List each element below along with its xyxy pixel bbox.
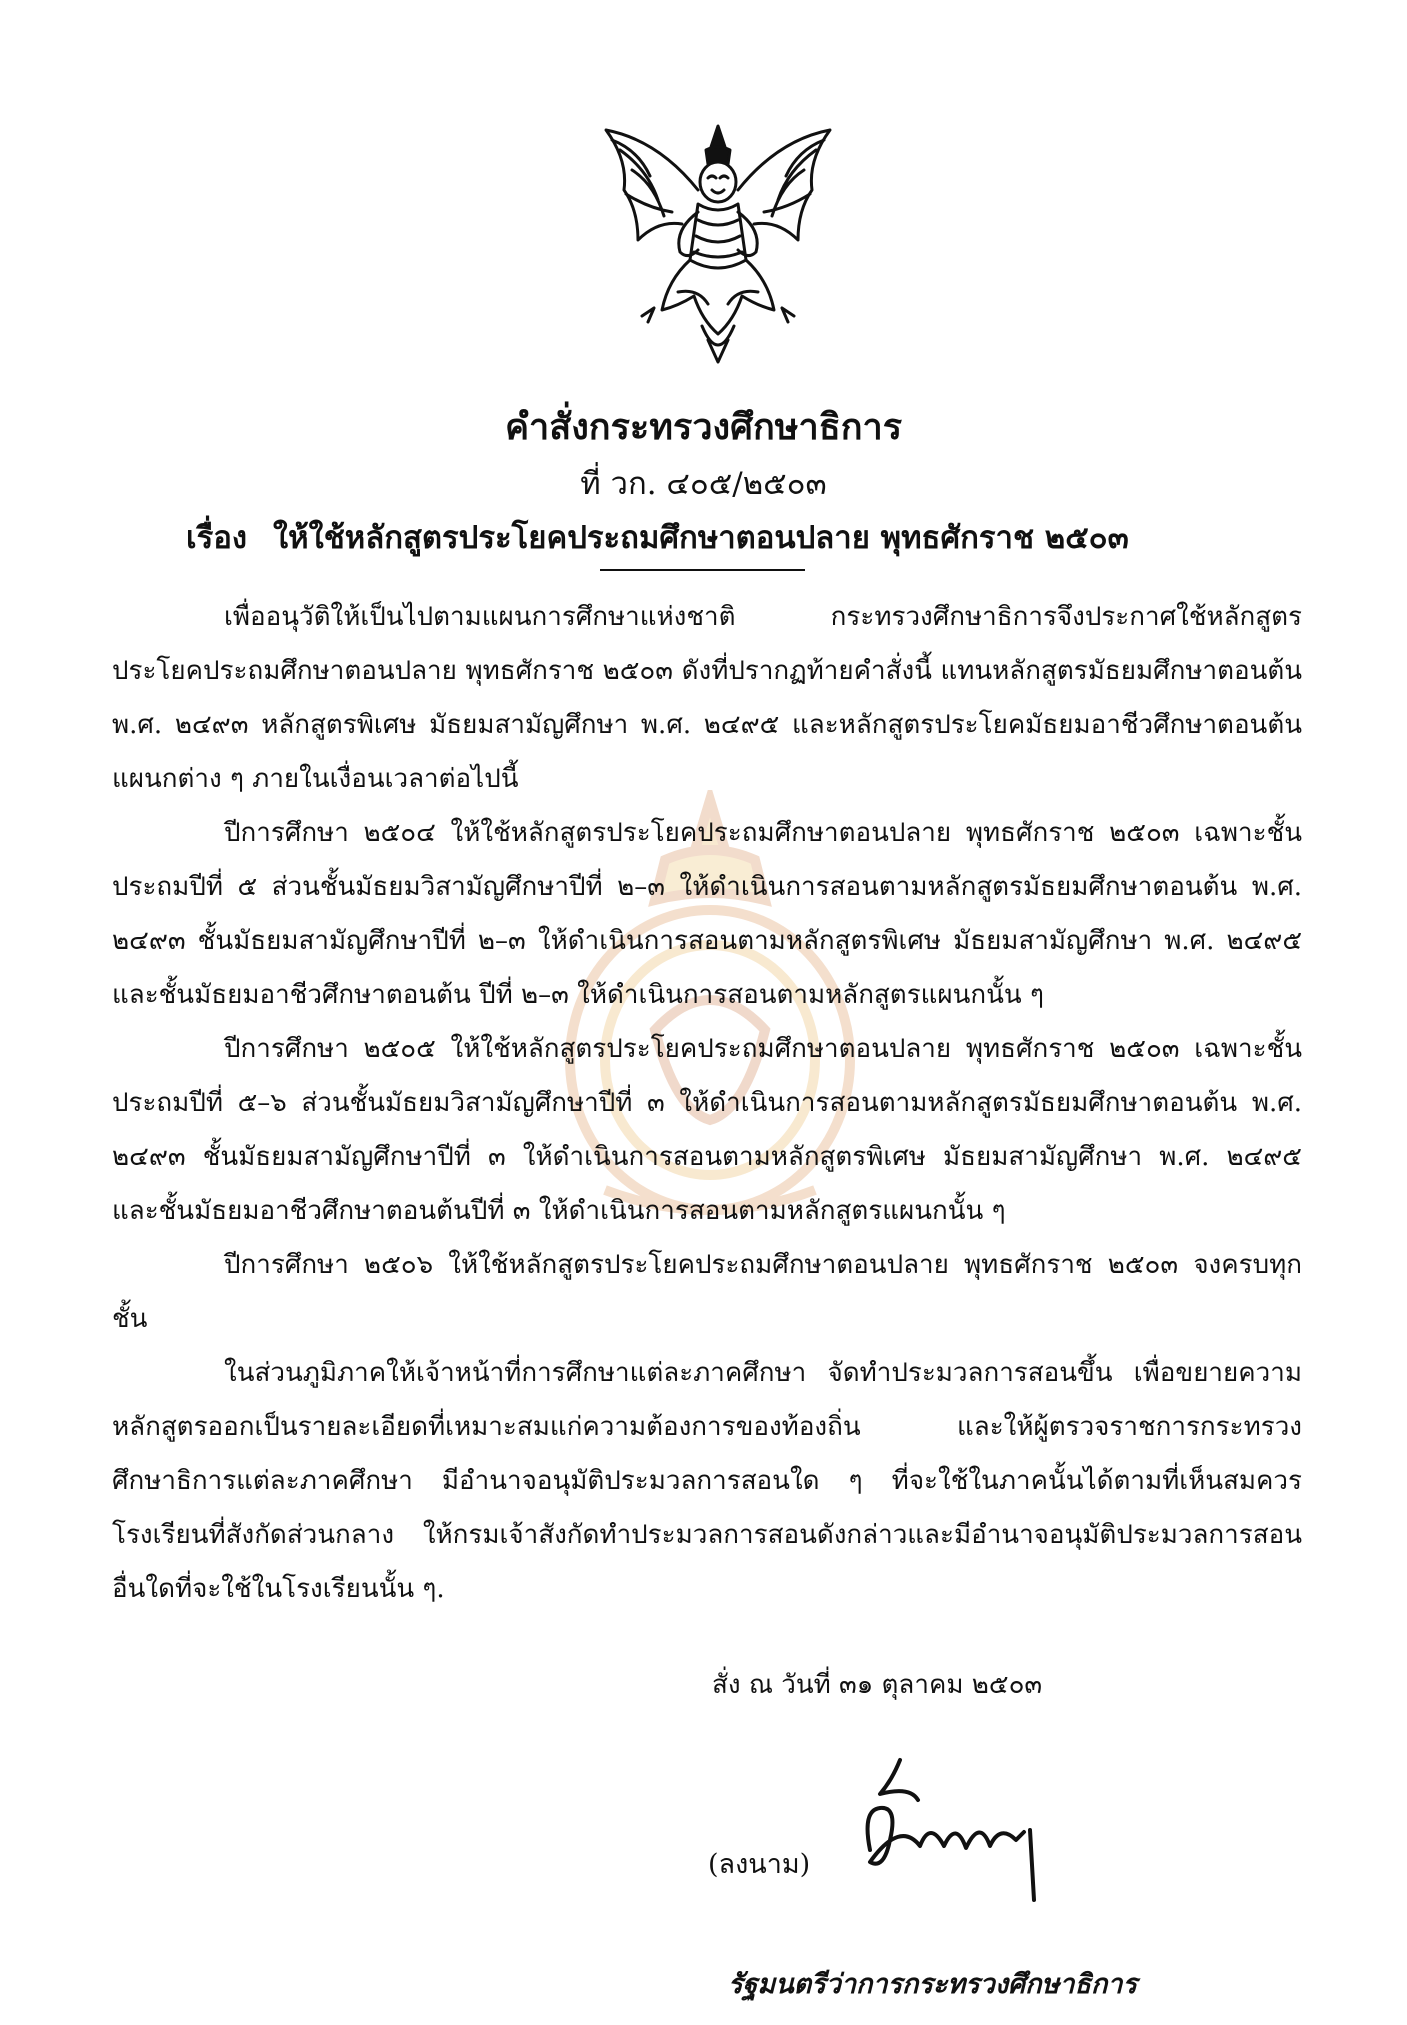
signed-label: (ลงนาม)	[708, 1849, 811, 1880]
paragraph: ปีการศึกษา ๒๕๐๖ ให้ใช้หลักสูตรประโยคประถมศึกษาตอนปลาย พุทธศักราช ๒๕๐๓ จงครบทุกชั้น	[112, 1250, 1302, 1334]
paragraph: เพื่ออนุวัติให้เป็นไปตามแผนการศึกษาแห่งชาติ กระทรวงศึกษาธิการจึงประกาศใช้หลักสูตรประโยคประถมศึกษาตอนปลาย พุทธศักราช ๒๕๐๓ ดังที่ปรากฏท้ายคำสั่งนี้ แทนหลักสูตรมัธยมศึกษาตอนต้น พ.ศ. ๒๔๙๓ หลักสูตรพิเศษ มัธยมสามัญศึกษา พ.ศ. ๒๔๙๕ และหลักสูตรประโยคมัธยมอาชีวศึกษาตอนต้น แผนกต่าง ๆ ภายในเงื่อนเวลาต่อไปนี้	[112, 602, 1302, 794]
order-body	[112, 590, 1302, 1616]
document-title: คำสั่งกระทรวงศึกษาธิการ	[504, 406, 903, 448]
signer-position: รัฐมนตรีว่าการกระทรวงศึกษาธิการ	[728, 1969, 1137, 2000]
order-date: สั่ง ณ วันที่ ๓๑ ตุลาคม ๒๕๐๓	[712, 1670, 1043, 1700]
subject-label: เรื่อง	[186, 520, 248, 556]
paragraph: ในส่วนภูมิภาคให้เจ้าหน้าที่การศึกษาแต่ละภาคศึกษา จัดทำประมวลการสอนขึ้น เพื่อขยายความหลักสูตรออกเป็นรายละเอียดที่เหมาะสมแก่ความต้องการของท้องถิ่น และให้ผู้ตรวจราชการกระทรวงศึกษาธิการแต่ละภาคศึกษา มีอำนาจอนุมัติประมวลการสอนใด ๆ ที่จะใช้ในภาคนั้นได้ตามที่เห็นสมควร โรงเรียนที่สังกัดส่วนกลาง ให้กรมเจ้าสังกัดทำประมวลการสอนดังกล่าวและมีอำนาจอนุมัติประมวลการสอนอื่นใดที่จะใช้ในโรงเรียนนั้น ๆ.	[112, 1358, 1302, 1604]
subject-line	[186, 512, 1129, 562]
paragraph: ปีการศึกษา ๒๕๐๕ ให้ใช้หลักสูตรประโยคประถมศึกษาตอนปลาย พุทธศักราช ๒๕๐๓ เฉพาะชั้นประถมปีที่ ๕–๖ ส่วนชั้นมัธยมวิสามัญศึกษาปีที่ ๓ ให้ดำเนินการสอนตามหลักสูตรมัธยมศึกษาตอนต้น พ.ศ. ๒๔๙๓ ชั้นมัธยมสามัญศึกษาปีที่ ๓ ให้ดำเนินการสอนตามหลักสูตรพิเศษ มัธยมสามัญศึกษา พ.ศ. ๒๔๙๕ และชั้นมัธยมอาชีวศึกษาตอนต้นปีที่ ๓ ให้ดำเนินการสอนตามหลักสูตรแผนกนั้น ๆ	[112, 1034, 1302, 1226]
order-number: ที่ วก. ๔๐๕/๒๕๐๓	[580, 466, 827, 502]
subject-text: ให้ใช้หลักสูตรประโยคประถมศึกษาตอนปลาย พุทธศักราช ๒๕๐๓	[273, 520, 1129, 556]
paragraph: ปีการศึกษา ๒๕๐๔ ให้ใช้หลักสูตรประโยคประถมศึกษาตอนปลาย พุทธศักราช ๒๕๐๓ เฉพาะชั้นประถมปีที่ ๕ ส่วนชั้นมัธยมวิสามัญศึกษาปีที่ ๒–๓ ให้ดำเนินการสอนตามหลักสูตรมัธยมศึกษาตอนต้น พ.ศ. ๒๔๙๓ ชั้นมัธยมสามัญศึกษาปีที่ ๒–๓ ให้ดำเนินการสอนตามหลักสูตรพิเศษ มัธยมสามัญศึกษา พ.ศ. ๒๔๙๕ และชั้นมัธยมอาชีวศึกษาตอนต้น ปีที่ ๒–๓ ให้ดำเนินการสอนตามหลักสูตรแผนกนั้น ๆ	[112, 818, 1302, 1010]
garuda-emblem-icon	[598, 120, 838, 368]
subject-divider	[600, 569, 805, 571]
handwritten-signature-icon	[840, 1750, 1070, 1920]
